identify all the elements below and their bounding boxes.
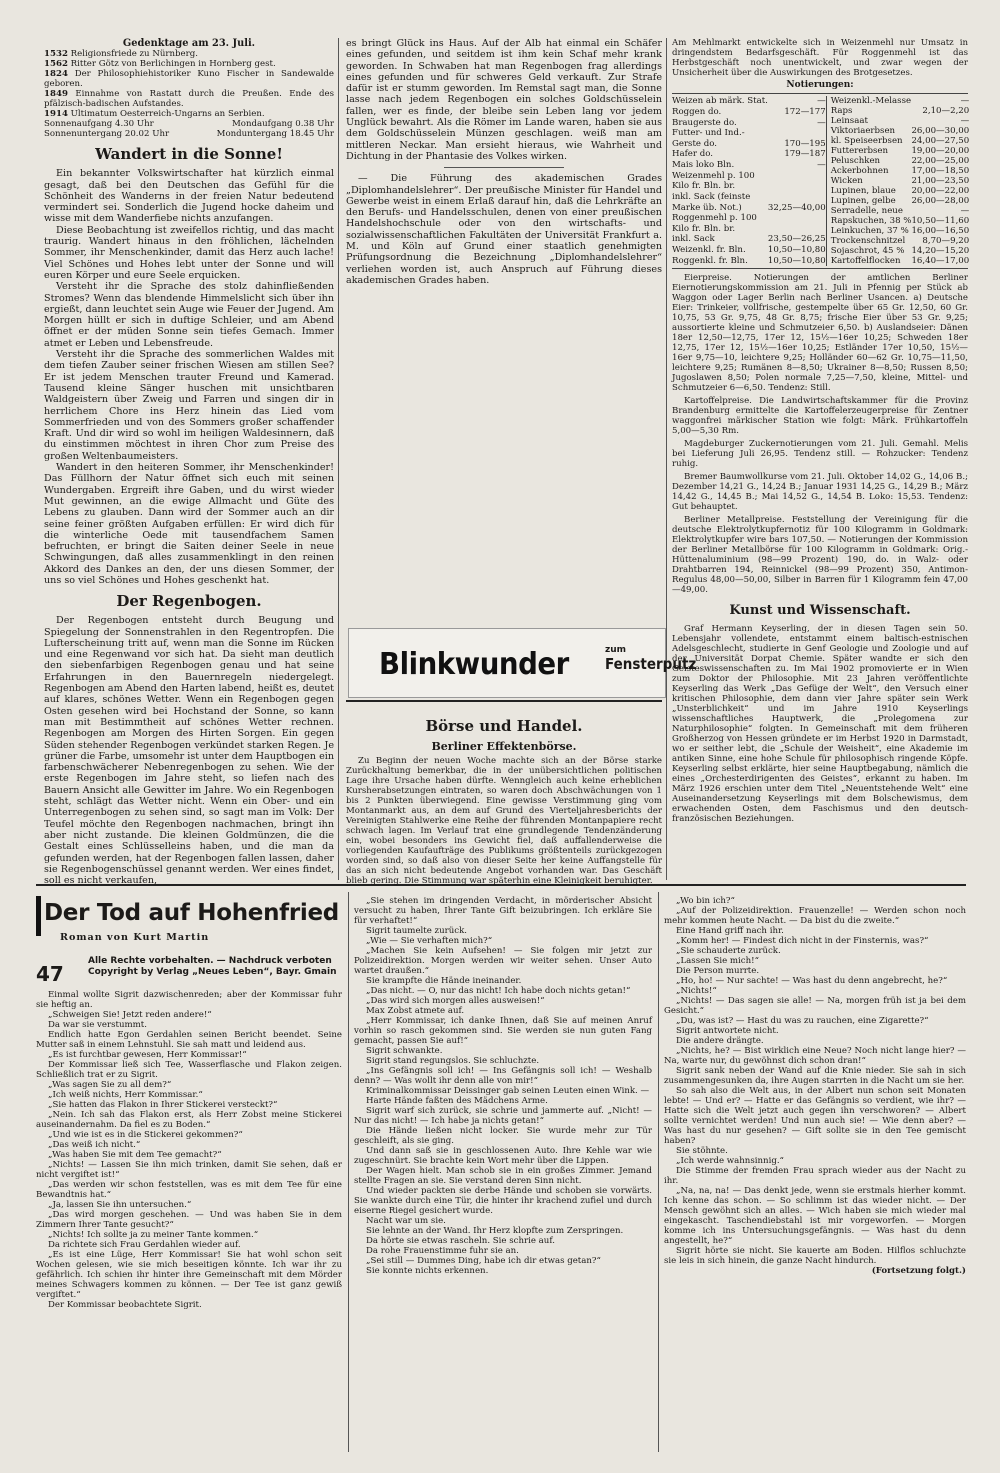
egg-prices: Eierpreise. Notierungen der amtlichen Berliner Eiernotierungskommission am 21. Juli in Pfennig per Stück ab Waggon oder Lager Berlin nach Berliner Usancen. a) Deutsche Eier: Trinkeier, vollfrische, gestempelte über 65 Gr. 12,50, 60 Gr. 10,75, 53 Gr. 9,75, 48 Gr. 8,75; frische Eier über 53 Gr. 9,25; aussortierte kleine und Schmutzeier 6,50. b) Auslandseier: Dänen 18er 12,50—12,75, 17er 12, 15½—16er 10,25; Schweden 18er 12,75, 17er 12, 15½—16er 10,25; Estländer 17er 10,50, 15½—16er 9,75—10, leichtere 9,25; Holländer 60—62 Gr. 10,75—11,50, leichtere 9,25; Rumänen 8—8,50; Ukrainer 8—8,50; Russen 8,50; Jugoslawen 8,50; Polen normale 7,25—7,50, kleine, Mittel- und Schmutzeier 6—6,50. Tendenz: Still. [672,273,968,394]
novel-paragraph: Sigrit stand regungslos. Sie schluchzte. [366,1056,540,1066]
price-label: Roggenmehl p. 100 [672,213,757,224]
event-row: 1914 Ultimatum Oesterreich-Ungarns an Serbien. [44,109,265,120]
novel-paragraph: „Nichts! — Das sagen sie alle! — Na, morgen früh ist ja bei dem Gesicht.“ [664,996,966,1016]
column-divider [348,892,349,1452]
rights-line: Copyright by Verlag „Neues Leben“, Bayr. Gmain [88,967,337,977]
novel-paragraph: Die Person murrte. [676,966,760,976]
event-row: 1849 Einnahme von Rastatt durch die Preußen. Ende des pfälzisch-badischen Aufstandes. [44,89,335,110]
price-label: Rapskuchen, 38 % [830,216,912,227]
novel-paragraph: „Das wird sich morgen alles ausweisen!“ [366,996,545,1006]
price-value: — [960,116,970,127]
novel-paragraph: Sie lehnte an der Wand. Ihr Herz klopfte zum Zerspringen. [366,1226,624,1236]
price-value: 22,00—25,00 [911,156,970,167]
price-label: Kilo fr. Bln. br. [672,181,736,192]
novel-paragraph: „Ich weiß nichts, Herr Kommissar.“ [48,1090,203,1100]
novel-paragraph: „Das werden wir schon feststellen, was es mit dem Tee für eine Bewandtnis hat.“ [36,1180,342,1200]
price-label: kl. Speiseerbsen [830,136,903,147]
price-label: Kartoffelflocken [830,256,901,267]
novel-paragraph: Sigrit schwankte. [366,1046,443,1056]
paragraph: Ein bekannter Volkswirtschafter hat kürzlich einmal gesagt, daß bei den Deutschen das Gefühl für die Schönheit des Wanderns in der freien Natur bedeutend vermindert sei. Sonderlich die Jugend hocke daheim und wisse mit dem Wanderfiebe nichts anzufangen. [44,168,334,225]
novel-paragraph: „Was haben Sie mit dem Tee gemacht?“ [48,1150,222,1160]
price-value: 16,40—17,00 [911,256,970,267]
price-row [672,160,826,171]
price-value: 179—187 [784,149,826,160]
price-value [768,192,826,203]
price-label: Leinsaat [830,116,868,127]
price-row [831,226,970,236]
price-value: 20,00—22,00 [911,186,970,197]
notice-paragraph: — Die Führung des akademischen Grades „Diplomhandelslehrer“. Der preußische Minister für Handel und Gewerbe weist in einem Erlaß darauf hin, daß die Lehrkräfte an den Berufs- und Handelsschulen, denen von einer preußischen Handelshochschule oder von den wirtschafts- und sozialwissenschaftlichen Fakultäten der Universität Frankfurt a. M. und Köln auf Grund einer staatlich genehmigten Prüfungsordnung die Bezeichnung „Diplomhandelslehrer“ verliehen worden ist, auch Anspruch auf Führung dieses akademischen Grades haben. [346,173,662,286]
price-row [672,203,826,214]
memorial-days-heading: Gedenktage am 23. Juli. [122,38,256,49]
price-label: Serradelle, neue [830,206,903,217]
novel-paragraph: (Fortsetzung folgt.) [871,1266,966,1276]
ad-zum: zum [605,645,627,655]
novel-paragraph: „Komm her! — Findest dich nicht in der Finsternis, was?“ [676,936,929,946]
novel-paragraph: „Nein. Ich sah das Flakon erst, als Herr Zobst meine Stickerei auseinandernahm. Da fiel es zu Boden.“ [36,1110,342,1130]
price-label: Braugerste do. [672,117,737,128]
price-label: Roggenkl. fr. Bln. [672,255,748,266]
column-3 [672,38,968,880]
novel-paragraph: Harte Hände faßten des Mädchens Arme. [366,1096,548,1106]
price-value: 2,10—2,20 [922,106,970,117]
price-value [768,224,826,235]
novel-installment-number: 47 [36,962,64,986]
price-label: Sojaschrot, 45 % [830,246,905,257]
novel-paragraph: „Es ist eine Lüge, Herr Kommissar! Sie hat wohl schon seit Wochen gelesen, wie sie mich beseitigen könnte. Ich war ihr zu gefährlich. Ich schien ihr hinter ihre Gemeinschaft mit dem Mörder meines Schwagers kommen zu können. — Der Tee ist ganz gewiß vergiftet.“ [36,1250,342,1300]
paragraph: Am Mehlmarkt entwickelte sich in Weizenmehl nur Umsatz in dringendstem Bedarfsgeschäft. Für Roggenmehl ist das Herbstgeschäft noch unentwickelt, und zwar wegen der Unsicherheit über die Auswirkungen des Brotgesetzes. [672,38,968,78]
price-row [831,206,970,216]
price-row [672,192,826,203]
price-row [831,166,970,176]
price-value [768,181,826,192]
novel-paragraph: Einmal wollte Sigrit dazwischenreden; aber der Kommissar fuhr sie heftig an. [36,990,342,1010]
paragraph: Der Regenbogen entsteht durch Beugung und Spiegelung der Sonnenstrahlen in den Regentropfen. Die Lufterscheinung tritt auf, wenn man die Sonne im Rücken und eine Regenwand vor sich hat. Da sieht man deutlich den siebenfarbigen Regenbogen genau und hat seine Erfahrungen in den Bauernregeln niedergelegt. Regenbogen am Abend den Harten labend, heißt es, deutet auf klares, schönes Wetter. Wenn ein Regenbogen gegen Osten gesehen wird bei Hochstand der Sonne, so kann man mit Bestimmtheit auf schönes Wetter rechnen. Regenbogen am Morgen des Hirten Sorgen. Ein gegen Süden stehender Regenbogen verkündet starken Regen. Je grüner die Farbe, umsomehr ist unter dem Hauptbogen ein farbenschwächerer Nebenregenbogen zu sehen. Wie der erste Regenbogen im Jahre steht, so liefen nach des Bauern Ansicht alle Gewitter im Jahre. Wo ein Regenbogen steht, schlägt das Wetter nicht. Wenn ein Ober- und ein Unterregenbogen zu sehen sind, so sagt man im Volk: Der Teufel möchte den Regenbogen nachmachen, bringt ihn aber nicht zustande. Die kleinen Goldmünzen, die die Gestalt eines Schlüsselleins haben, und die man da gefunden werden, hat der Regenbogen fallen lassen, daher sie Regenbogenschüssel genannt werden. Wer eines findet, soll es nicht verkaufen, [44,615,334,887]
novel-paragraph: „Sie hatten das Flakon in Ihrer Stickerei versteckt?“ [48,1100,278,1110]
novel-paragraph: Max Zobst atmete auf. [366,1006,465,1016]
price-row [672,107,826,118]
price-row [831,146,970,156]
novel-title: Der Tod auf Hohenfried [44,900,339,926]
sun-row: Sonnenuntergang 20.02 Uhr Monduntergang 18.45 Uhr [44,129,334,140]
price-value [768,213,826,224]
novel-paragraph: „Du, was ist? — Hast du was zu rauchen, eine Zigarette?“ [676,1016,929,1026]
price-row [672,213,826,224]
price-row [672,139,826,150]
price-value [768,171,826,182]
price-row [672,245,826,256]
potato-prices: Kartoffelpreise. Die Landwirtschaftskammer für die Provinz Brandenburg ermittelte die Kartoffelerzeugerpreise für Zentner waggonfrei märkischer Station wie folgt: Märk. Frühkartoffeln 5,00—5,30 Rm. [672,396,968,437]
novel-paragraph: Die Stimme der fremden Frau sprach wieder aus der Nacht zu ihr. [664,1166,966,1186]
event-row: 1824 Der Philosophiehistoriker Kuno Fischer in Sandewalde geboren. [44,69,334,90]
price-row [672,128,826,139]
price-label: Hafer do. [672,149,713,160]
price-label: Futtererbsen [830,146,889,157]
sun-row: Sonnenaufgang 4.30 Uhr Mondaufgang 0.38 Uhr [44,119,334,130]
price-value: 21,00—23,50 [911,176,970,187]
price-value: 23,50—26,25 [767,234,826,245]
novel-paragraph: Sigrit hörte sie nicht. Sie kauerte am Boden. Hilflos schluchzte sie leis in sich hinein, die ganze Nacht hindurch. [664,1246,966,1266]
price-label: Weizenkl. fr. Bln. [672,245,746,256]
novel-paragraph: „Das nicht. — O, nur das nicht! Ich habe doch nichts getan!“ [366,986,631,996]
paragraph: Zu Beginn der neuen Woche machte sich an der Börse starke Zurückhaltung bemerkbar, die in der unübersichtlichen politischen Lage ihre Ursache haben dürfte. Wenngleich auch keine erheblichen Kursherabsetzungen eintraten, so waren doch Abschwächungen von 1 bis 2 Punkten überwiegend. Eine gewisse Verstimmung ging vom Montanmarkt aus, an dem auf Grund des Vierteljahresberichts der Vereinigten Stahlwerke eine Reihe der führenden Montanpapiere recht schwach lagen. Im Verlauf trat eine grundlegende Tendenzänderung ein, wobei besonders ins Gewicht fiel, daß auffallenderweise die vorliegenden Kaufaufträge des Publikums größtenteils zurückgezogen worden sind, so daß also von dieser Seite her keine Auffangstelle für das an sich nicht bedeutende Angebot vorhanden war. Das Geschäft blieb gering. Die Stimmung war späterhin eine Kleinigkeit beruhigter. [346,756,662,886]
price-table-left [672,96,827,266]
price-value: 8,70—9,20 [922,236,970,247]
novel-paragraph: Die andere drängte. [676,1036,764,1046]
novel-paragraph: Die Hände ließen nicht locker. Sie wurde mehr zur Tür geschleift, als sie ging. [354,1126,652,1146]
price-row [672,181,826,192]
price-label: Weizen ab märk. Stat. [672,96,768,107]
novel-paragraph: „Nichts!“ [676,986,717,996]
price-value: 170—195 [784,138,826,149]
novel-paragraph: „Wie — Sie verhaften mich?“ [366,936,493,946]
novel-paragraph: Da richtete sich Frau Gerdahlen wieder auf. [48,1240,241,1250]
novel-paragraph: „Schweigen Sie! Jetzt reden andere!“ [48,1010,212,1020]
novel-paragraph: Sie konnte nichts erkennen. [366,1266,489,1276]
price-row [831,256,970,266]
price-row [831,156,970,166]
novel-paragraph: So sah also die Welt aus, in der Albert nun schon seit Monaten lebte! — Und er? — Hatte er das Gefängnis so verdient, wie ihr? — Hatte sich die Welt jetzt auch gegen ihn verschworen? — Albert sollte vernichtet werden! Und nun auch sie! — Wie denn aber? — Was hast du nur gesehen? — Gift sollte sie in den Tee gemischt haben? [664,1086,966,1146]
price-label: Lupinen, gelbe [830,196,896,207]
paragraph: es bringt Glück ins Haus. Auf der Alb hat einmal ein Schäfer eines gefunden, und seitdem ist ihm kein Schaf mehr krank geworden. In Schwaben hat man Regenbogen frag allerdings eines gefunden und für schweres Geld verkauft. Zur Strafe dafür ist er stumm geworden. Im Remstal sagt man, die Sonne lasse nach jedem Regenbogen ein solches Goldschüsselein fallen, wer es finde, der bleibe sein Leben lang vor jedem Unglück bewahrt. Als die Römer im Lande waren, haben sie aus dem Goldschüsselein Münzen geschlagen. weiß man am mittleren Neckar. Man ersieht hieraus, wie Wahrheit und Dichtung in der Phantasie des Volkes wirken. [346,38,662,162]
column-2-lower [346,700,662,886]
novel-paragraph: Da war sie verstummt. [48,1020,147,1030]
column-2-market [346,880,347,881]
novel-paragraph: Der Kommissar ließ sich Tee, Wasserflasche und Flakon zeigen. Schließlich trat er zu Sigrit. [36,1060,342,1080]
novel-paragraph: Der Kommissar beobachtete Sigrit. [48,1300,202,1310]
price-row [672,224,826,235]
novel-paragraph: „Das weiß ich nicht.“ [48,1140,141,1150]
novel-column-2 [354,896,652,1450]
memorial-days-list [44,49,334,139]
price-row [831,216,970,226]
ad-brand: Blinkwunder [379,647,569,682]
article-title: Der Regenbogen. [116,592,262,611]
price-label: Lupinen, blaue [830,186,896,197]
price-value: 17,00—18,50 [911,166,970,177]
price-value: — [960,96,970,107]
price-label: Weizenkl.-Melasse [830,96,912,107]
novel-paragraph: „Sie schauderte zurück. [676,946,781,956]
price-row [672,234,826,245]
price-label: Futter- und Ind.- [672,128,745,139]
novel-title-bar [36,896,41,936]
price-value: — [817,160,826,171]
price-label: inkl. Sack (feinste [672,191,751,202]
price-row [831,236,970,246]
novel-paragraph: Nacht war um sie. [366,1216,446,1226]
novel-paragraph: „Das wird morgen geschehen. — Und was haben Sie in dem Zimmern Ihrer Tante gesucht?“ [36,1210,342,1230]
price-label: Marke üb. Not.) [672,202,742,213]
price-label: inkl. Sack [672,234,715,245]
paragraph: Versteht ihr die Sprache des stolz dahinfließenden Stromes? Wenn das blendende Himmelslicht sich über ihn ergießt, dann leuchtet sein Auge wie Feuer der Jugend. Am Morgen hüllt er sich in duftige Schleier, und am Abend öffnet er der müden Sonne sein tiefes Gemach. Immer atmet er Leben und Lebensfreude. [44,281,334,349]
novel-paragraph: „Ja, lassen Sie ihn untersuchen.“ [48,1200,192,1210]
price-row [672,256,826,267]
price-row [672,171,826,182]
price-value: 32,25—40,00 [767,202,826,213]
paragraph: Versteht ihr die Sprache des sommerlichen Waldes mit dem tiefen Zauber seiner frischen Wiesen am stillen See? Er ist jedem Menschen trauter Freund und Kamerad. Tausend kleine Sänger huschen mit unsichtbaren Waldgeistern über Zweig und Farren und singen dir in herrlichem Chore ins Herz hinein das Lied vom Sommerfrieden und von des Sommers großer schaffender Kraft. Und dir wird so wohl im heiligen Waldesinnern, daß du einstimmen möchtest in ihren Chor zum Preise des großen Weltenbaumeisters. [44,349,334,462]
novel-paragraph: Endlich hatte Egon Gerdahlen seinen Bericht beendet. Seine Mutter saß in einem Lehnstuhl. Sie sah matt und leidend aus. [36,1030,342,1050]
price-table [672,93,968,269]
price-label: Viktoriaerbsen [830,126,896,137]
novel-paragraph: „Nichts, he? — Bist wirklich eine Neue? Noch nicht lange hier? — Na, warte nur, du gewöhnst dich schon dran!“ [664,1046,966,1066]
rights-line: Alle Rechte vorbehalten. — Nachdruck verboten [88,956,332,966]
novel-paragraph: Kriminalkommissar Deissinger gab seinen Leuten einen Wink. — [366,1086,650,1096]
paragraph: Wandert in den heiteren Sommer, ihr Menschenkinder! Das Füllhorn der Natur öffnet sich euch mit seinen Wundergaben. Ergreift ihre Gaben, und du wirst wieder Mut gewinnen, an die ewige Allmacht und Güte des Lebens zu glauben. Dann wird der Sommer auch an dir seine feiner größten Aufgaben erfüllen: Er wird dich für die winterliche Oede mit tausendfachem Samen befruchten, er bringt die Saiten deiner Seele in neue Schwingungen, daß alles zusammenklingt in den reinen Akkord des Dankes an den, der uns diesen Sommer, der uns so viel Schönes und Hohes geschenkt hat. [44,462,334,586]
column-divider [658,892,659,1452]
section-title: Kunst und Wissenschaft. [729,603,911,619]
price-label: Roggen do. [672,106,722,117]
price-value: — [817,117,826,128]
novel-paragraph: Da rohe Frauenstimme fuhr sie an. [366,1246,519,1256]
column-divider [666,38,667,880]
column-divider [338,38,339,880]
novel-paragraph: Und wieder packten sie derbe Hände und schoben sie vorwärts. Sie wankte durch eine Tür, die hinter ihr krachend zufiel und durch eiserne Riegel gesichert wurde. [354,1186,652,1216]
cotton-prices: Bremer Baumwollkurse vom 21. Juli. Oktober 14,02 G., 14,06 B.; Dezember 14,21 G., 14,24 B.; Januar 1931 14,25 G., 14,29 B.; März 14,42 G., 14,45 B.; Mai 14,52 G., 14,54 B. Loko: 15,53. Tendenz: Gut behauptet. [672,472,968,513]
novel-paragraph: „Herr Kommissar, ich danke Ihnen, daß Sie auf meinen Anruf vorhin so rasch gekommen sind. Sie werden sie nun guten Fang gemacht, passen Sie auf!“ [354,1016,652,1046]
price-label: Peluschken [830,156,881,167]
novel-paragraph: „Sie stehen im dringenden Verdacht, in mörderischer Absicht versucht zu haben, Ihrer Tante Gift beizubringen. Ich erkläre Sie für verhaftet!“ [354,896,652,926]
novel-paragraph: „Was sagen Sie zu all dem?“ [48,1080,172,1090]
price-row [831,136,970,146]
price-label: Wicken [830,176,863,187]
novel-paragraph: Der Wagen hielt. Man schob sie in ein großes Zimmer. Jemand stellte Fragen an sie. Sie verstand deren Sinn nicht. [354,1166,652,1186]
novel-paragraph: Und dann saß sie in geschlossenen Auto. Ihre Kehle war wie zugeschnürt. Sie brachte kein Wort mehr über die Lippen. [354,1146,652,1166]
divider [444,167,564,168]
novel-column-3 [664,896,966,1450]
price-row [831,116,970,126]
price-value: 172—177 [784,106,826,117]
price-label: Raps [830,106,853,117]
novel-paragraph: Sie stöhnte. [676,1146,728,1156]
price-label: Kilo fr. Bln. br. [672,223,736,234]
novel-paragraph: „Und wie ist es in die Stickerei gekommen?“ [48,1130,243,1140]
advertisement [348,628,697,698]
sugar-prices: Magdeburger Zuckernotierungen vom 21. Juli. Gemahl. Melis bei Lieferung Juli 26,95. Tendenz still. — Rohzucker: Tendenz ruhig. [672,439,968,470]
price-table-right [831,96,970,266]
novel-paragraph: „Na, na, na! — Das denkt jede, wenn sie erstmals hierher kommt. Ich kenne das schon. — So schlimm ist das wieder nicht. — Der Mensch gewöhnt sich an alles. — Wich haben sie mich wieder mal eingekascht. Taschendiebstahl ist mir vorgeworfen. — Morgen komme ich ins Untersuchungsgefängnis. — Was hast du denn angestellt, he?“ [664,1186,966,1246]
divider [346,700,662,702]
novel-paragraph: „Nichts! Ich sollte ja zu meiner Tante kommen.“ [48,1230,259,1240]
metal-prices: Berliner Metallpreise. Feststellung der Vereinigung für die deutsche Elektrolytkupfernotiz für 100 Kilogramm in Goldmark: Elektrolytkupfer wire bars 107,50. — Notierungen der Kommission der Berliner Metallbörse für 100 Kilogramm in Goldmark: Orig.-Hüttenaluminium (98—99 Prozent) 190, do. in Walz- oder Drahtbarren 194, Reinnickel (98—99 Prozent) 350, Antimon-Regulus 48,00—50,00, Silber in Barren für 1 Kilogramm fein 47,00—49,00. [672,515,968,596]
novel-paragraph: Eine Hand griff nach ihr. [676,926,784,936]
paragraph: Graf Hermann Keyserling, der in diesen Tagen sein 50. Lebensjahr vollendete, entstammt einem baltisch-estnischen Adelsgeschlecht, studierte in Genf Geologie und Zoologie und auf der Universität Dorpat Chemie. Später wandte er sich den Geisteswissenschaften zu. Im Mai 1902 promovierte er in Wien zum Doktor der Philosophie. Mit 23 Jahren veröffentlichte Keyserling das Werk „Das Gefüge der Welt“, den Versuch einer kritischen Philosophie, dem dann vier Jahre später sein Werk „Unsterblichkeit“ und im Jahre 1910 Keyserlings wissenschaftliches Hauptwerk, die „Prolegomena zur Naturphilosophie“ folgten. In Gemeinschaft mit dem früheren Großherzog von Hessen gründete er im Herbst 1920 in Darmstadt, wo er seither lebt, die „Schule der Weisheit“, eine Akademie im antiken Sinne, eine hohe Schule für philosophisch ringende Köpfe. Keyserling selbst erklärte, hier seine Hauptbegabung, nämlich die eines „Orchesterdirigenten des Geistes“, erkannt zu haben. Im März 1926 erschien unter dem Titel „Neuentstehende Welt“ eine Auseinandersetzung Keyserlings mit dem Bolschewismus, dem erwachenden Osten, dem Faschismus und den deutsch-französischen Beziehungen. [672,624,968,825]
column-1 [44,38,335,887]
ad-suffix: Fensterputz [605,655,697,673]
price-value: 10,50—10,80 [767,255,826,266]
price-label: Ackerbohnen [830,166,889,177]
price-value: — [817,96,826,107]
price-value [768,128,826,139]
price-value: 10,50—10,80 [767,245,826,256]
event-row: 1532 Religionsfriede zu Nürnberg. [44,49,198,60]
novel-paragraph: Sigrit sank neben der Wand auf die Knie nieder. Sie sah in sich zusammengesunken da, ihre Augen starrten in die Nacht um sie her. [664,1066,966,1086]
price-value: 14,20—15,20 [911,246,970,257]
price-value: 26,00—30,00 [911,126,970,137]
price-row [831,186,970,196]
price-row [672,96,826,107]
price-label: Trockenschnitzel [830,236,906,247]
price-row [831,106,970,116]
price-value: 26,00—28,00 [911,196,970,207]
novel-paragraph: „Wo bin ich?“ [676,896,735,906]
novel-paragraph: Sigrit warf sich zurück, sie schrie und jammerte auf. „Nicht! — Nur das nicht! — Ich habe ja nichts getan!“ [354,1106,652,1126]
table-title: Notierungen: [786,80,854,90]
price-label: Gerste do. [672,138,717,149]
novel-rights [88,956,346,978]
price-row [672,149,826,160]
novel-paragraph: „Ins Gefängnis soll ich! — Ins Gefängnis soll ich! — Weshalb denn? — Was wollt ihr denn alle von mir!“ [354,1066,652,1086]
price-value: 16,00—16,50 [911,226,970,237]
subsection-title: Berliner Effektenbörse. [431,740,577,753]
article-title: Wandert in die Sonne! [95,145,283,164]
novel-author: Roman von Kurt Martin [60,932,210,943]
novel-paragraph: Sigrit antwortete nicht. [676,1026,779,1036]
novel-paragraph: „Lassen Sie mich!“ [676,956,760,966]
novel-paragraph: „Ho, ho! — Nur sachte! — Was hast du denn angebrecht, he?“ [676,976,948,986]
price-row [831,196,970,206]
novel-paragraph: „Sei still — Dummes Ding, habe ich dir etwas getan?“ [366,1256,601,1266]
price-label: Leinkuchen, 37 % [830,226,909,237]
event-row: 1562 Ritter Götz von Berlichingen in Hornberg gest. [44,59,276,70]
novel-paragraph: „Auf der Polizeidirektion. Frauenzelle! — Werden schon noch mehr kommen heute Nacht. — Da bist du die zweite.“ [664,906,966,926]
novel-paragraph: Sie krampfte die Hände ineinander. [366,976,522,986]
price-value: 24,00—27,50 [911,136,970,147]
section-title: Börse und Handel. [425,717,583,735]
novel-paragraph: „Machen Sie kein Aufsehen! — Sie folgen mir jetzt zur Polizeidirektion. Morgen werden wir weiter sehen. Unser Auto wartet draußen.“ [354,946,652,976]
price-value: 19,00—20,00 [911,146,970,157]
price-value: 10,50—11,60 [911,216,970,227]
price-row [831,176,970,186]
price-label: Weizenmehl p. 100 [672,170,755,181]
novel-paragraph: „Ich werde wahnsinnig.“ [676,1156,784,1166]
novel-paragraph: „Es ist furchtbar gewesen, Herr Kommissar!“ [48,1050,247,1060]
price-row [831,246,970,256]
novel-paragraph: Sigrit taumelte zurück. [366,926,468,936]
price-row [672,118,826,129]
price-row [831,126,970,136]
novel-paragraph: „Nichts! — Lassen Sie ihn mich trinken, damit Sie sehen, daß er nicht vergiftet ist!“ [36,1160,342,1180]
novel-paragraph: Da hörte sie etwas rascheln. Sie schrie auf. [366,1236,555,1246]
novel-column-1 [36,990,342,1450]
price-row [831,96,970,106]
price-label: Mais loko Bln. [672,160,735,171]
column-2 [346,38,662,626]
paragraph: Diese Beobachtung ist zweifellos richtig, und das macht traurig. Wandert hinaus in den fröhlichen, lächelnden Sommer, ihr Menschenkinder, damit das Herz auch lache! Viel Schönes und Hohes lebt unter der Sonne und will euren Körper und eure Seele erquicken. [44,224,334,281]
price-value: — [960,206,970,217]
